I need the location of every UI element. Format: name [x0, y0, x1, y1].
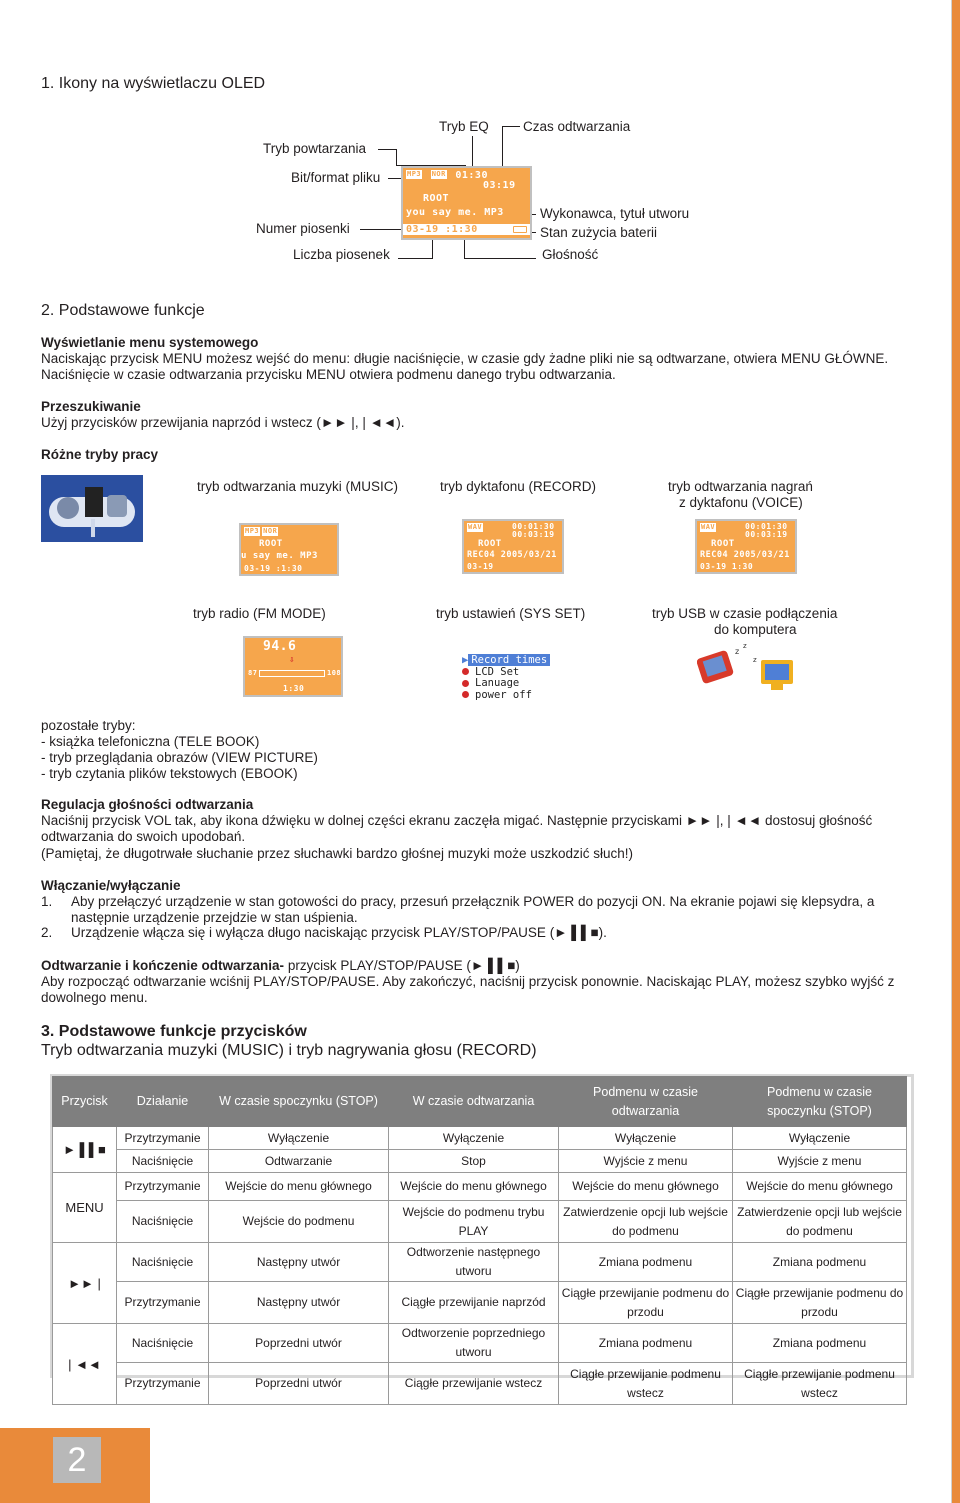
svg-text:z: z — [753, 656, 757, 664]
rec-time-2: 00:03:19 — [512, 530, 555, 539]
radio-screen — [243, 636, 343, 697]
sysset-item-label: Record times — [468, 654, 550, 666]
callout-line — [396, 149, 397, 165]
section1-title: 1. Ikony na wyświetlaczu OLED — [41, 75, 266, 92]
callout-line — [432, 240, 433, 258]
voice-time-1: 00:01:30 — [745, 522, 788, 531]
mode-radio-label: tryb radio (FM MODE) — [193, 606, 326, 621]
table-row — [53, 1324, 907, 1363]
usb-connection-image — [697, 640, 801, 692]
table-cell: Wejście do podmenu — [209, 1201, 389, 1243]
table-cell: Zmiana podmenu — [559, 1243, 733, 1282]
sysset-item-label: LCD Set — [475, 665, 520, 678]
volume-warning: (Pamiętaj, że długotrwałe słuchanie przez słuchawki bardzo głośnej muzyki może uszkodzić słuch!) — [41, 846, 634, 861]
table-key-cell: MENU — [53, 1173, 117, 1243]
table-cell: Zmiana podmenu — [733, 1243, 907, 1282]
radio-low: 87 — [248, 669, 258, 677]
tuner-scale — [259, 670, 325, 677]
music-root: ROOT — [259, 539, 283, 549]
table-cell: Przytrzymanie — [117, 1282, 209, 1324]
callout-line — [398, 258, 433, 259]
table-cell: Ciągłe przewijanie wstecz — [389, 1363, 559, 1405]
rec-time-1: 00:01:30 — [512, 522, 555, 531]
table-cell: Następny utwór — [209, 1243, 389, 1282]
menu-stand — [91, 519, 95, 537]
table-cell: Wyłączenie — [209, 1127, 389, 1150]
table-cell: Poprzedni utwór — [209, 1363, 389, 1405]
sysset-item-label: Lanuage — [475, 677, 520, 689]
music-screen — [239, 523, 339, 576]
callout-line — [472, 136, 473, 166]
table-row — [53, 1201, 907, 1243]
page-number: 2 — [53, 1437, 101, 1483]
table-cell: Przytrzymanie — [117, 1127, 209, 1150]
table-cell: Odtwarzanie — [209, 1150, 389, 1173]
mic-icon — [107, 495, 127, 517]
table-row — [53, 1282, 907, 1324]
table-cell: Poprzedni utwór — [209, 1324, 389, 1363]
eq-icon: NOR — [431, 170, 446, 178]
volume-text: Naciśnij przycisk VOL tak, aby ikona dźwięku w dolnej części ekranu zaczęła migać. Następnie przyciskami ►► |, | ◄◄ dostosuj głośność odtwarzania do swoich upodobań. — [41, 813, 873, 844]
mode-sysset-label: tryb ustawień (SYS SET) — [436, 606, 586, 621]
oled-folder: ROOT — [423, 193, 450, 204]
svg-text:z: z — [735, 647, 740, 656]
other-modes-heading: pozostałe tryby: — [41, 718, 136, 733]
play-text: Aby rozpocząć odtwarzanie wciśnij PLAY/STOP/PAUSE. Aby zakończyć, naciśnij przycisk ponownie. Naciskając PLAY, możesz szybko wyjść z dowolnego menu. — [41, 974, 895, 1005]
table-cell: Zmiana podmenu — [559, 1324, 733, 1363]
table-cell: Przytrzymanie — [117, 1363, 209, 1405]
power-step-1: Aby przełączyć urządzenie w stan gotowości do pracy, przesuń przełącznik POWER do pozycji ON. Na ekranie pojawi się klepsydra, a następnie urządzenie przejdzie w stan uśpienia. — [71, 894, 875, 925]
table-cell: Naciśnięcie — [117, 1201, 209, 1243]
radio-time: 1:30 — [283, 684, 305, 693]
table-cell: Zmiana podmenu — [733, 1324, 907, 1363]
power-step-1-number: 1. — [41, 894, 53, 909]
table-row — [53, 1173, 907, 1201]
svg-text:z: z — [743, 642, 747, 650]
rec-counter: 03-19 — [467, 562, 494, 571]
play-heading-line — [41, 958, 921, 974]
callout-line — [464, 240, 465, 258]
mode-voice-label-2: z dyktafonu (VOICE) — [679, 495, 803, 510]
table-cell: Odtworzenie poprzedniego utworu — [389, 1324, 559, 1363]
table-cell: Naciśnięcie — [117, 1243, 209, 1282]
volume-heading: Regulacja głośności odtwarzania — [41, 797, 254, 812]
table-cell: Odtworzenie następnego utworu — [389, 1243, 559, 1282]
table-header: W czasie odtwarzania — [389, 1077, 559, 1127]
table-key-cell: ► ▌▌■ — [53, 1127, 117, 1173]
voice-file: REC04 2005/03/21 — [700, 550, 790, 560]
table-header: W czasie spoczynku (STOP) — [209, 1077, 389, 1127]
other-mode-item: - tryb przeglądania obrazów (VIEW PICTURE) — [41, 750, 318, 765]
disc-icon — [57, 497, 79, 519]
table-header: Podmenu w czasie spoczynku (STOP) — [733, 1077, 907, 1127]
play-heading-rest: przycisk PLAY/STOP/PAUSE (► ▌▌■) — [284, 958, 520, 973]
search-text: Użyj przycisków przewijania naprzód i wstecz (►► |, | ◄◄). — [41, 415, 405, 430]
record-screen — [462, 519, 564, 574]
callout-line — [378, 149, 396, 150]
rec-root: ROOT — [478, 539, 502, 549]
table-key-cell: ►► | — [53, 1243, 117, 1324]
table-header: Działanie — [117, 1077, 209, 1127]
music-track: u say me. MP3 — [241, 551, 318, 561]
sysset-item-selected: ▶ Record times — [462, 655, 550, 667]
section3-title: 3. Podstawowe funkcje przycisków — [41, 1023, 307, 1040]
label-bateria: Stan zużycia baterii — [540, 225, 658, 240]
table-cell: Ciągłe przewijanie naprzód — [389, 1282, 559, 1324]
rec-file: REC04 2005/03/21 — [467, 550, 557, 560]
callout-line — [388, 178, 402, 179]
callout-line — [464, 258, 536, 259]
play-heading: Odtwarzanie i kończenie odtwarzania- — [41, 958, 285, 973]
search-heading: Przeszukiwanie — [41, 399, 141, 414]
table-cell: Ciągłe przewijanie podmenu wstecz — [559, 1363, 733, 1405]
mode-record-label: tryb dyktafonu (RECORD) — [440, 479, 597, 494]
callout-line — [502, 126, 503, 166]
voice-root: ROOT — [711, 539, 735, 549]
mode-music-label: tryb odtwarzania muzyki (MUSIC) — [197, 479, 399, 494]
table-cell: Przytrzymanie — [117, 1173, 209, 1201]
menu-heading: Wyświetlanie menu systemowego — [41, 335, 259, 350]
label-powtarzania: Tryb powtarzania — [263, 141, 367, 156]
oled-counter: 03-19 :1:30 — [403, 224, 530, 235]
power-heading: Włączanie/wyłączanie — [41, 878, 181, 893]
bitformat-icon: MP3 — [407, 170, 422, 178]
oled-track: you say me. MP3 — [406, 207, 504, 218]
mode-usb-label-2: do komputera — [714, 622, 797, 637]
voice-counter: 03-19 1:30 — [700, 562, 754, 571]
music-note-icon — [85, 487, 103, 517]
table-cell: Wyłączenie — [733, 1127, 907, 1150]
power-step-2: Urządzenie włącza się i wyłącza długo naciskając przycisk PLAY/STOP/PAUSE (► ▌▌■). — [71, 925, 607, 940]
table-cell: Naciśnięcie — [117, 1324, 209, 1363]
callout-line — [502, 126, 520, 127]
table-cell: Wejście do menu głównego — [559, 1173, 733, 1201]
other-mode-item: - książka telefoniczna (TELE BOOK) — [41, 734, 260, 749]
table-cell: Wyłączenie — [559, 1127, 733, 1150]
oled-time-1: 01:30 — [455, 170, 488, 181]
table-cell: Zatwierdzenie opcji lub wejście do podmenu — [559, 1201, 733, 1243]
table-cell: Wejście do menu głównego — [209, 1173, 389, 1201]
oled-time-2: 03:19 — [483, 180, 516, 191]
eq-icon: NOR — [263, 527, 278, 535]
section2-title: 2. Podstawowe funkcje — [41, 302, 205, 319]
label-wykonawca: Wykonawca, tytuł utworu — [540, 206, 690, 221]
table-cell: Zatwierdzenie opcji lub wejście do podmenu — [733, 1201, 907, 1243]
table-row — [53, 1127, 907, 1150]
label-czas: Czas odtwarzania — [523, 119, 631, 134]
other-mode-item: - tryb czytania plików tekstowych (EBOOK) — [41, 766, 298, 781]
table-cell: Wyjście z menu — [733, 1150, 907, 1173]
table-cell: Ciągłe przewijanie podmenu do przodu — [559, 1282, 733, 1324]
power-step-2-number: 2. — [41, 925, 53, 940]
voice-time-2: 00:03:19 — [745, 530, 788, 539]
wav-icon: WAV — [701, 523, 716, 531]
label-glosnosc: Głośność — [542, 247, 599, 262]
tuner-arrow-icon: ⇩ — [289, 655, 295, 665]
table-cell: Ciągłe przewijanie podmenu wstecz — [733, 1363, 907, 1405]
callout-line — [360, 229, 402, 230]
bullet-icon — [462, 691, 469, 698]
table-cell: Wejście do podmenu trybu PLAY — [389, 1201, 559, 1243]
table-header: Podmenu w czasie odtwarzania — [559, 1077, 733, 1127]
wav-icon: WAV — [468, 523, 483, 531]
bitformat-icon: MP3 — [245, 527, 260, 535]
table-cell: Wejście do menu głównego — [733, 1173, 907, 1201]
sysset-item-label: power off — [475, 688, 532, 701]
buttons-table — [52, 1076, 907, 1405]
table-row — [53, 1363, 907, 1405]
bullet-icon — [462, 668, 469, 675]
table-cell: Stop — [389, 1150, 559, 1173]
table-header-row — [53, 1077, 907, 1127]
table-row — [53, 1150, 907, 1173]
modes-heading: Różne tryby pracy — [41, 447, 159, 462]
sysset-item — [462, 690, 550, 702]
main-menu-image — [41, 475, 143, 542]
voice-screen — [695, 519, 797, 574]
mode-voice-label-1: tryb odtwarzania nagrań — [668, 479, 813, 494]
table-cell: Następny utwór — [209, 1282, 389, 1324]
label-numer: Numer piosenki — [256, 221, 350, 236]
table-row — [53, 1243, 907, 1282]
battery-icon — [513, 226, 527, 233]
music-counter: 03-19 :1:30 — [244, 564, 303, 573]
menu-text: Naciskając przycisk MENU możesz wejść do menu: długie naciśnięcie, w czasie gdy żadne pliki nie są odtwarzane, otwiera MENU GŁÓWNE. Naciśnięcie w czasie odtwarzania przycisku MENU otwiera podmenu danego trybu odtwarzania. — [41, 351, 889, 382]
oled-main-screen — [401, 166, 532, 240]
table-cell: Naciśnięcie — [117, 1150, 209, 1173]
table-cell: Wyjście z menu — [559, 1150, 733, 1173]
label-tryb-eq: Tryb EQ — [439, 119, 489, 134]
sysset-menu — [462, 655, 550, 701]
accent-side-bar — [952, 0, 960, 1503]
mode-usb-label-1: tryb USB w czasie podłączenia — [652, 606, 838, 621]
label-bitformat: Bit/format pliku — [291, 170, 381, 185]
table-cell: Wyłączenie — [389, 1127, 559, 1150]
label-liczba: Liczba piosenek — [293, 247, 390, 262]
table-header: Przycisk — [53, 1077, 117, 1127]
table-cell: Wejście do menu głównego — [389, 1173, 559, 1201]
section3-subtitle: Tryb odtwarzania muzyki (MUSIC) i tryb nagrywania głosu (RECORD) — [41, 1042, 537, 1059]
radio-high: 108 — [327, 669, 342, 677]
bullet-icon — [462, 680, 469, 687]
table-key-cell: | ◄◄ — [53, 1324, 117, 1405]
radio-frequency: 94.6 — [263, 639, 297, 654]
table-cell: Ciągłe przewijanie podmenu do przodu — [733, 1282, 907, 1324]
